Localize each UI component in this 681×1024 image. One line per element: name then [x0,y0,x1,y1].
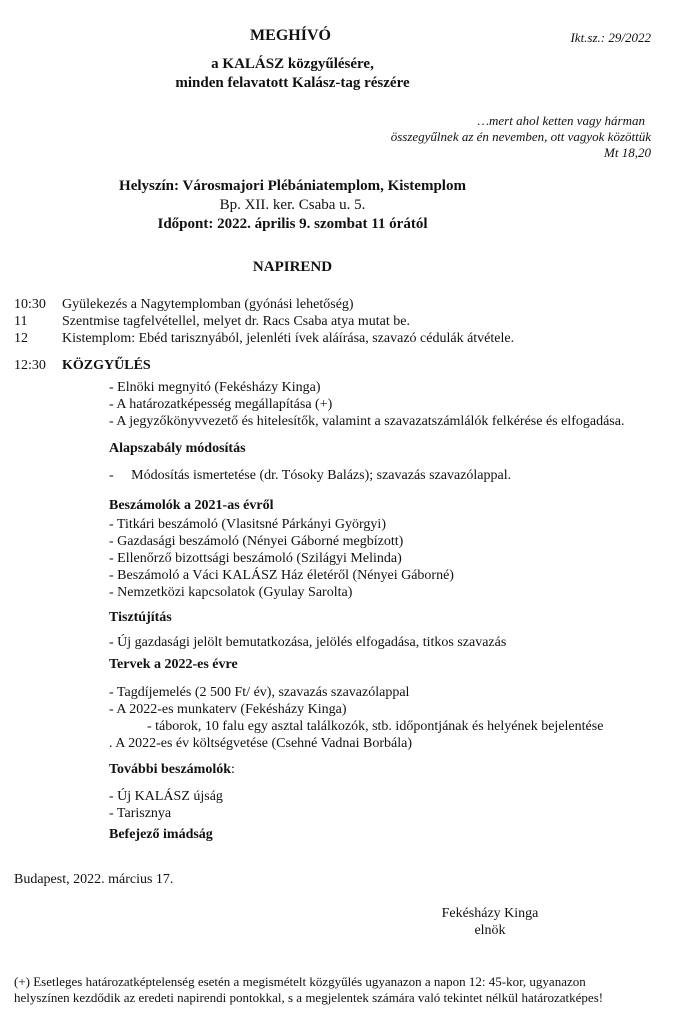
footnote-line: (+) Esetleges határozatképtelenség esetén a megismételt közgyűlés ugyanazon a napon 12: 45-kor, ugyanazon [14,974,586,989]
reports-list [109,516,454,601]
agenda-item: - Új gazdasági jelölt bemutatkozása, jelölés elfogadása, titkos szavazás [109,635,507,650]
quote-line: …mert ahol ketten vagy hárman [477,113,645,128]
agenda-item: - Beszámoló a Váci KALÁSZ Ház életéről (Nényei Gáborné) [109,568,454,583]
agenda-item: - Új KALÁSZ újság [109,789,223,804]
subtitle-line: a KALÁSZ közgyűlésére, [211,56,374,72]
signer-name: Fekésházy Kinga [441,906,539,921]
agenda-item: - Tarisznya [109,806,172,821]
schedule-row [14,330,514,347]
schedule-time: 12 [14,331,28,346]
venue-block [0,177,681,234]
subtitle-line: minden felavatott Kalász-tag részére [175,75,410,91]
section-heading-text: További beszámolók [109,762,232,777]
section-heading: Tisztújítás [109,610,172,625]
agenda-item: - Nemzetközi kapcsolatok (Gyulay Sarolta) [109,585,353,600]
agenda-item: - Elnöki megnyitó (Fekésházy Kinga) [109,380,321,395]
assembly-row [14,357,151,374]
section-heading: Beszámolók a 2021-as évről [109,498,274,513]
agenda-subitem: - táborok, 10 falu egy asztal találkozók, stb. időpontjának és helyének bejelentése [147,719,604,734]
event-time: Időpont: 2022. április 9. szombat 11 órától [157,216,428,232]
section-heading: Befejező imádság [109,827,213,842]
agenda-item: . A 2022-es év költségvetése (Csehné Vadnai Borbála) [109,736,413,751]
more-reports-list [109,788,223,822]
document-title: MEGHÍVÓ [250,27,331,44]
reference-number: Ikt.sz.: 29/2022 [570,30,651,45]
agenda-item: - Gazdasági beszámoló (Nényei Gáborné megbízott) [109,534,404,549]
schedule-row [14,296,514,313]
schedule-row [14,313,514,330]
opening-items [109,379,624,430]
agenda-item: - Ellenőrző bizottsági beszámoló (Szilágyi Melinda) [109,551,402,566]
bible-quote [391,113,651,161]
quote-line: összegyűlnek az én nevemben, ott vagyok közöttük [390,129,651,144]
assembly-label: KÖZGYŰLÉS [62,358,151,373]
section-heading [109,761,235,778]
quote-citation: Mt 18,20 [604,145,651,160]
assembly-time: 12:30 [14,358,46,373]
schedule-text: Gyülekezés a Nagytemplomban (gyónási lehetőség) [62,297,354,312]
agenda-item: - Módosítás ismertetése (dr. Tósoky Balázs); szavazás szavazólappal. [109,468,512,483]
section-heading: Tervek a 2022-es évre [109,657,238,672]
schedule-text: Kistemplom: Ebéd tarisznyából, jelenléti ívek aláírása, szavazó cédulák átvétele. [62,331,515,346]
schedule-time: 10:30 [14,297,46,312]
agenda-heading: NAPIREND [252,259,333,275]
agenda-item: - A jegyzőkönyvvezető és hitelesítők, valamint a szavazatszámlálók felkérése és elfogadása. [109,414,625,429]
subtitle [0,55,681,93]
footnote-line: helyszínen kezdődik az eredeti napirendi pontokkal, s a megjelentek számára való tekintet nélkül határozatképes! [14,990,604,1005]
section-heading-suffix: : [231,762,235,777]
footnote [14,974,603,1006]
schedule-list [14,296,514,347]
venue-location: Helyszín: Városmajori Plébániatemplom, Kistemplom [119,178,466,194]
agenda-item: - A 2022-es munkaterv (Fekésházy Kinga) [109,702,347,717]
signer-title: elnök [474,923,506,938]
schedule-time: 11 [14,314,28,329]
place-date: Budapest, 2022. március 17. [14,872,174,887]
agenda-item: - Titkári beszámoló (Vlasitsné Párkányi Györgyi) [109,517,386,532]
section-heading: Alapszabály módosítás [109,441,246,456]
schedule-text: Szentmise tagfelvétellel, melyet dr. Racs Csaba atya mutat be. [62,314,410,329]
signature-block [420,905,560,939]
agenda-item: - Tagdíjemelés (2 500 Ft/ év), szavazás szavazólappal [109,685,410,700]
plans-list [109,684,603,752]
venue-address: Bp. XII. ker. Csaba u. 5. [219,197,366,213]
agenda-item: - A határozatképesség megállapítása (+) [109,397,333,412]
